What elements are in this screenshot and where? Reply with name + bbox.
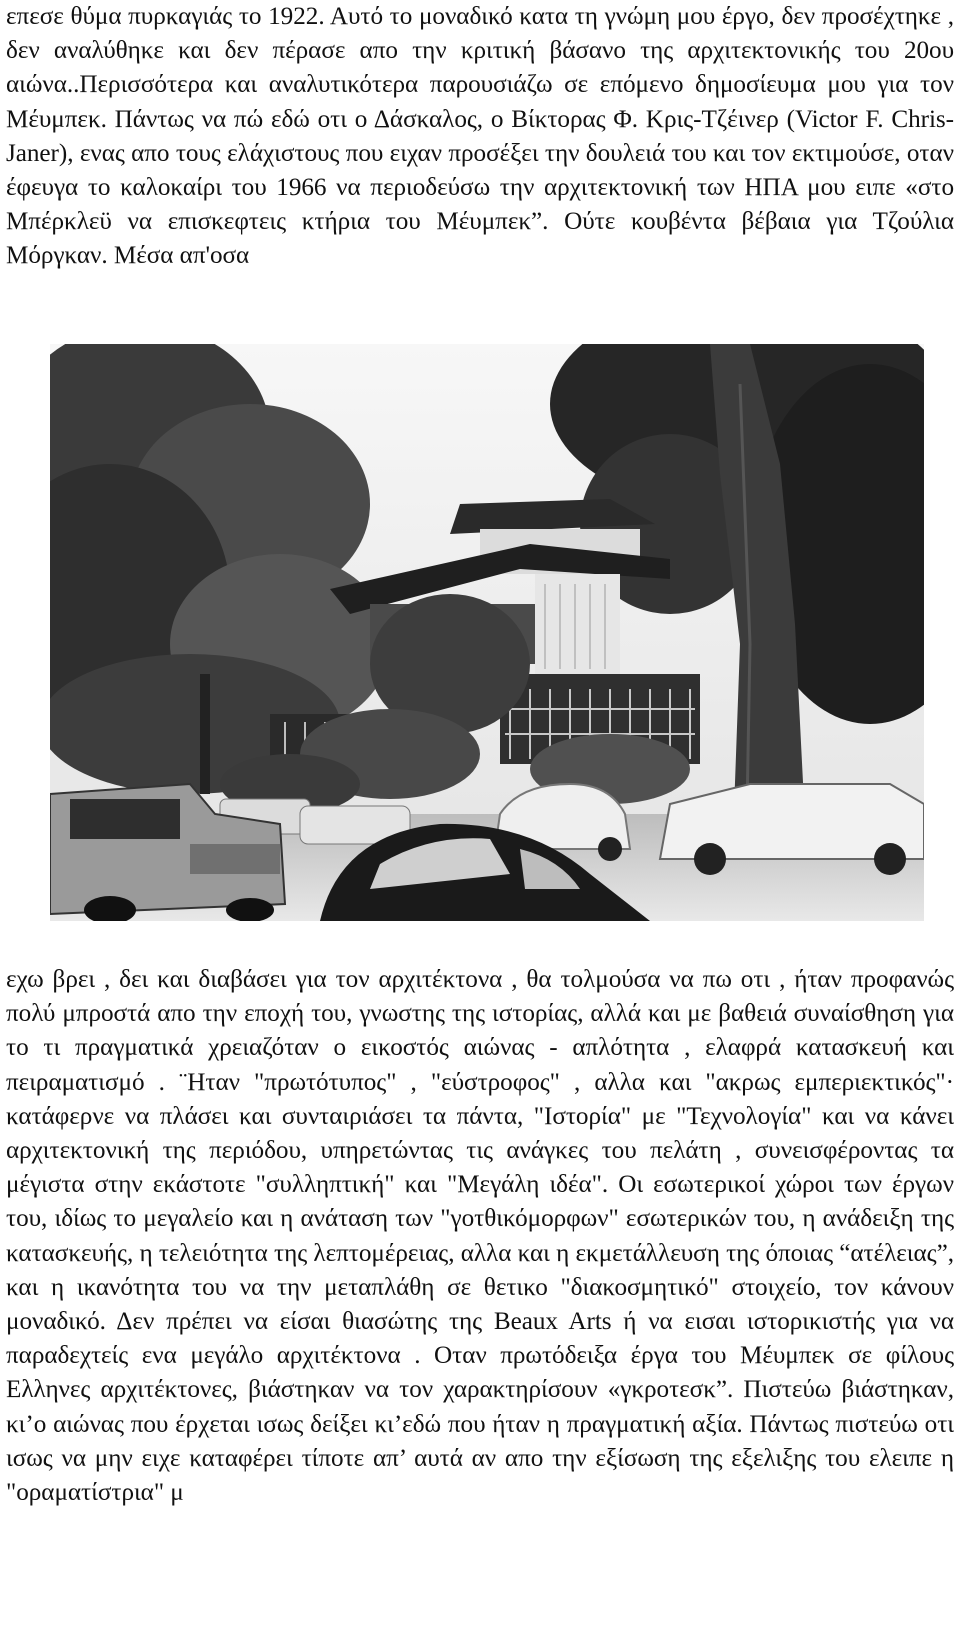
photo-illustration [50, 344, 924, 921]
building-photo [50, 344, 924, 921]
paragraph-top: επεσε θύμα πυρκαγιάς το 1922. Αυτό το μοναδικό κατα τη γνώμη μου έργο, δεν προσέχτηκε , δεν αναλύθηκε και δεν πέρασε απο την κριτική βάσανο της αρχιτεκτονικής του 20ου αιώνα..Περισσότερα και αναλυτικότερα παρουσιάζω σε επόμενο δημοσίευμα μου για τον Μέυμπεκ. Πάντως να πώ εδώ οτι ο Δάσκαλος, ο Βίκτορας Φ. Κρις-Τζέινερ (Victor F. Chris-Janer), ενας απο τους ελάχιστους που ειχαν προσέξει την δουλειά του και τον εκτιμούσε, οταν έφευγα το καλοκαίρι του 1966 να περιοδεύσω την αρχιτεκτονική των ΗΠΑ μου ειπε «στο Μπέρκλεϋ να επισκεφτεις κτήρια του Μέυμπεκ”. Ούτε κουβέντα βέβαια για Τζούλια Μόργκαν. Μέσα απ'οσα [6, 3, 954, 270]
paragraph-bottom: εχω βρει , δει και διαβάσει για τον αρχιτέκτονα , θα τολμούσα να πω οτι , ήταν προφανώς πολύ μπροστά απο την εποχή του, γνωστης της ιστορίας, αλλά και με βαθειά συναίσθηση για το τι πραγματικά χρειαζόταν ο εικοστός αιώνας - απλότητα , ελαφρά κατασκευή και πειραματισμό . ¨Ηταν "πρωτότυπος" , "εύστροφος" , αλλα και "ακρως εμπεριεκτικός"· κατάφερνε να πλάσει και συνταιριάσει τα πάντα, "Ιστορία" με "Τεχνολογία" και να κάνει αρχιτεκτονική της περιόδου, υπηρετώντας τις ανάγκες του πελάτη , συνεισφέροντας τα μέγιστα στην εκάστοτε "συλληπτική" και "Μεγάλη ιδέα". Οι εσωτερικοί χώροι των έργων του, ιδίως το μεγαλείο και η ανάταση των "γοτθικόμορφων" εσωτερικών του, η ανάδειξη της κατασκευής, η τελειότητα της λεπτομέρειας, αλλα και η εκμετάλλευση της όποιας “ατέλειας”, και η ικανότητα του να την μεταπλάθη σε θετικο "διακοσμητικό" στοιχείο, τον κάνουν μοναδικό. Δεν πρέπει να είσαι θιασώτης της Beaux Arts ή να εισαι ιστορικιστής για να παραδεχτείς ενα μεγάλο αρχιτέκτονα . Οταν πρωτόδειξα έργα του Μέυμπεκ σε φίλους Ελληνες αρχιτέκτονες, βιάστηκαν να τον χαρακτηρίσουν «γκροτεσκ”. Πιστεύω βιάστηκαν, κι’ο αιώνας που έρχεται ισως δείξει κι’εδώ που ήταν η πραγματική αξία. Πάντως πιστεύω οτι ισως να μην ειχε καταφέρει τίποτε απ’ αυτά αν απο την εξίσωση της εξελιξης του ελειπε η "οραματίστρια" μ [6, 966, 954, 1507]
